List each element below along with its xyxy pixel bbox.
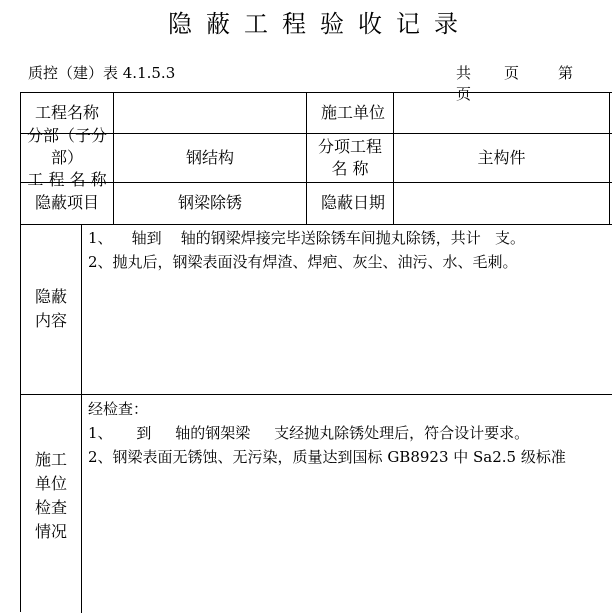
inspection-label-line1: 施工	[34, 450, 67, 469]
inspection-label	[21, 394, 81, 614]
page-nth-label: 第	[558, 64, 574, 82]
page-total-label: 共	[456, 64, 472, 82]
form-code: 质控（建）表 4.1.5.3	[28, 64, 176, 82]
division-label-line2: 工 程 名 称	[27, 169, 107, 189]
inspection-line2: 2、钢梁表面无锈蚀、无污染，质量达到国标 GB8923 中 Sa2.5 级标准	[88, 448, 566, 466]
concealed-content-label-line2: 内容	[34, 311, 67, 330]
subitem-label-line1: 分项工程	[317, 136, 382, 156]
project-name-value[interactable]	[114, 93, 306, 133]
concealed-content-label	[21, 224, 81, 394]
project-name-label: 工程名称	[35, 103, 100, 122]
concealed-item-label: 隐蔽项目	[35, 193, 100, 212]
inspection-label-line4: 情况	[34, 522, 67, 541]
concealed-date-value[interactable]	[394, 182, 609, 224]
inspection-intro: 经检查：	[88, 400, 149, 418]
subitem-value[interactable]: 主构件	[477, 147, 526, 167]
division-label	[21, 125, 113, 189]
inspection-label-line3: 检查	[34, 498, 67, 517]
concealed-content-label-line1: 隐蔽	[34, 287, 67, 306]
inspection-line1: 1、 到 轴的钢架梁 支经抛丸除锈处理后，符合设计要求。	[88, 424, 530, 442]
page-unit-label: 页	[504, 64, 520, 82]
concealed-date-label: 隐蔽日期	[321, 193, 386, 212]
division-label-line1: 分部（子分部）	[26, 125, 107, 167]
page-unit-label-2: 页	[456, 85, 472, 103]
concealed-content-line2: 2、抛丸后，钢梁表面没有焊渣、焊疤、灰尘、油污、水、毛刺。	[88, 253, 518, 271]
concealed-item-value[interactable]: 钢梁除锈	[177, 193, 242, 212]
subitem-label	[307, 133, 393, 182]
division-value[interactable]: 钢结构	[185, 147, 234, 167]
concealed-content-line1: 1、 轴到 轴的钢梁焊接完毕送除锈车间抛丸除锈，共计 支。	[88, 229, 525, 247]
inspection-label-line2: 单位	[34, 474, 67, 493]
record-table	[20, 92, 612, 612]
subitem-label-line2: 名 称	[331, 158, 369, 178]
document-title: 隐蔽工程验收记录	[168, 10, 472, 38]
contractor-label: 施工单位	[321, 103, 386, 122]
contractor-value[interactable]	[394, 93, 609, 133]
